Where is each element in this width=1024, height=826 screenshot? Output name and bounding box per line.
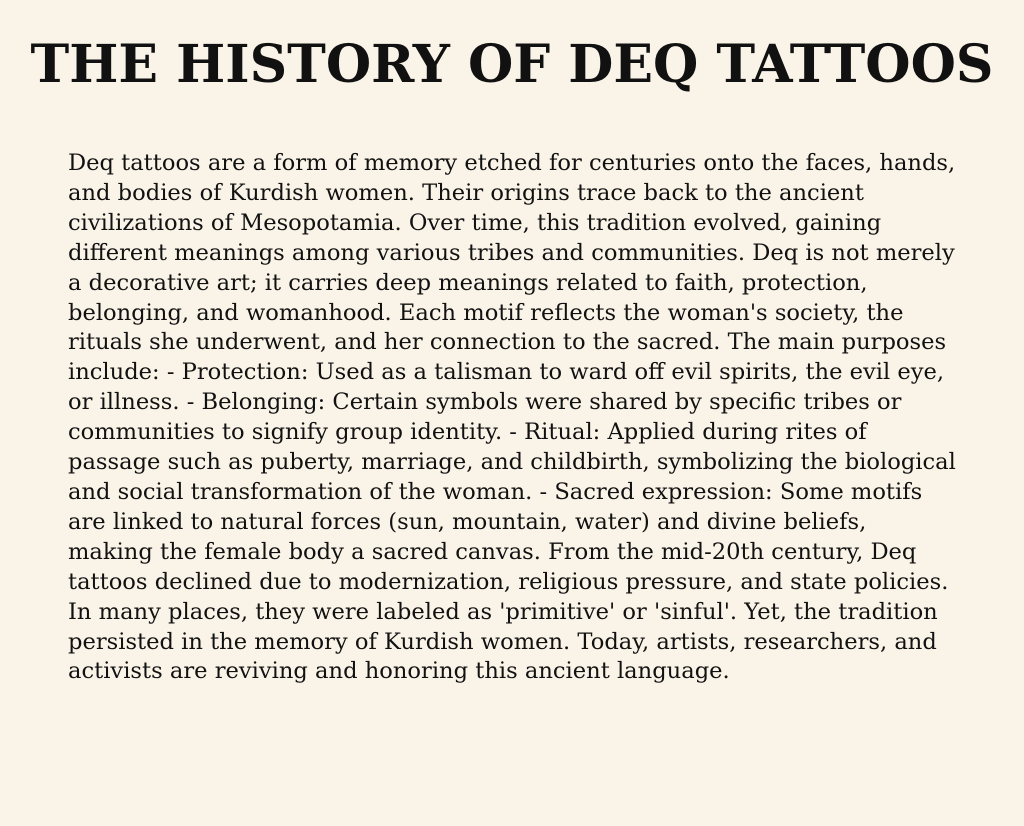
body-paragraph: Deq tattoos are a form of memory etched for centuries onto the faces, hands, and bodies of Kurdish women. Their origins trace back to the ancient civilizations of Mesopotamia. Over time, this tradition evolved, gaining different meanings among various tribes and communities. Deq is not merely a decorative art; it carries deep meanings related to faith, protection, belonging, and womanhood. Each motif reflects the woman's society, the rituals she underwent, and her connection to the sacred. The main purposes include: - Protection: Used as a talisman to ward off evil spirits, the evil eye, or illness. - Belonging: Certain symbols were shared by specific tribes or communities to signify group identity. - Ritual: Applied during rites of passage such as puberty, marriage, and childbirth, symbolizing the biological and social transformation of the woman. - Sacred expression: Some motifs are linked to natural forces (sun, mountain, water) and divine beliefs, making the female body a sacred canvas. From the mid-20th century, Deq tattoos declined due to modernization, religious pressure, and state policies. In many places, they were labeled as 'primitive' or 'sinful'. Yet, the tradition persisted in the memory of Kurdish women. Today, artists, researchers, and activists are reviving and honoring this ancient language. xyxy=(68,150,956,685)
page-title: THE HISTORY OF DEQ TATTOOS xyxy=(30,34,994,95)
